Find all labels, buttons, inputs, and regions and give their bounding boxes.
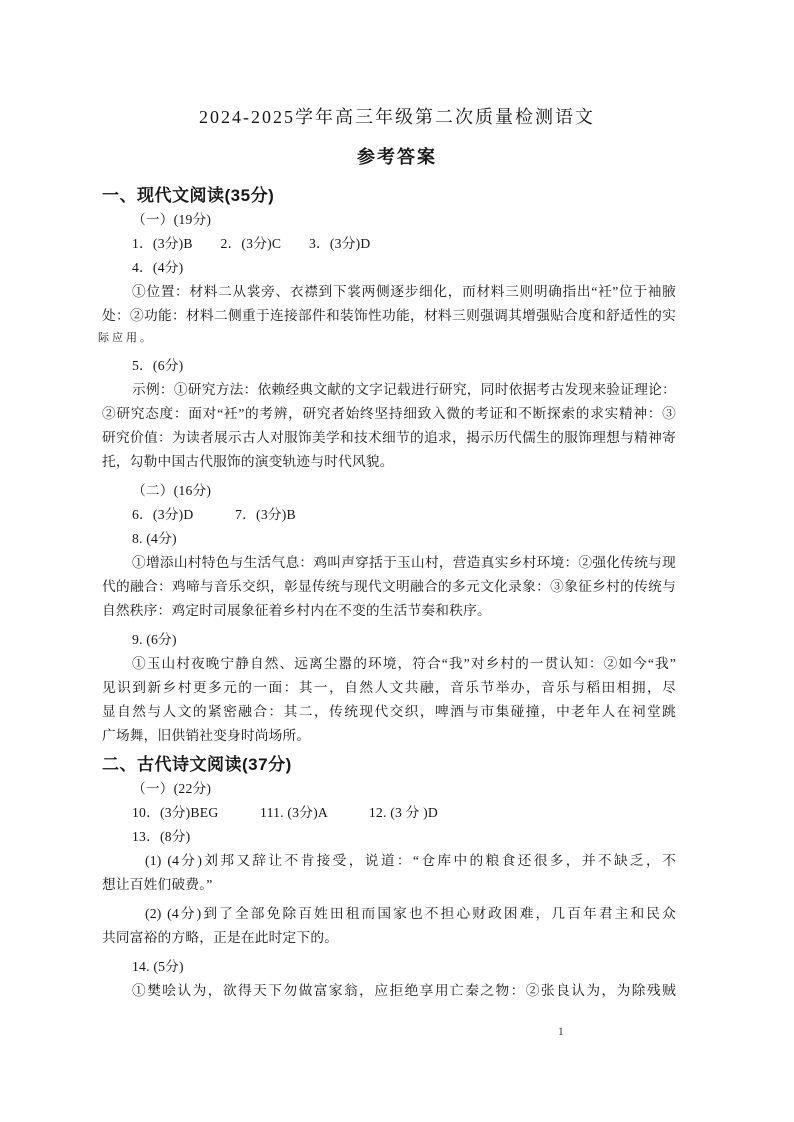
answer-line: 研究价值：为读者展示古人对服饰美学和技术细节的追求，揭示历代儒生的服饰理想与精神寄 [102,430,676,445]
answer-line: 1．(3分)B 2．(3分)C 3．(3分)D [132,236,371,251]
answer-line: 示例：①研究方法：依赖经典文献的文字记载进行研究，同时依据考古发现来验证理论： [132,382,676,397]
answer-line: 显自然与人文的紧密融合：其二，传统现代交织，啤酒与市集碰撞，中老年人在祠堂跳 [102,704,676,719]
answer-line: 广场舞，旧供销社变身时尚场所。 [102,728,311,743]
answer-line: （一）(19分) [132,212,212,227]
answer-line: ①樊哙认为，欲得天下勿做富家翁，应拒绝享用亡秦之物：②张良认为，为除残贼 [132,983,676,998]
answer-line: 8. (4分) [132,531,177,546]
answer-line: ①玉山村夜晚宁静自然、远离尘嚣的环境，符合“我”对乡村的一贯认知：②如今“我” [132,656,676,671]
answer-line: （二）(16分) [132,483,212,498]
answer-line: 想让百姓们破费。” [102,877,213,892]
answer-line: 4．(4分) [132,260,184,275]
answer-line: （一）(22分) [132,781,212,796]
answer-line: 13．(8分) [132,829,191,844]
answers-body [0,184,676,1003]
answer-line: 6．(3分)D 7．(3分)B [132,507,296,522]
section-2-heading: 二、古代诗文阅读(37分) [102,755,292,774]
answer-line: 代的融合：鸡啼与音乐交织，彰显传统与现代文明融合的多元文化录象：③象征乡村的传统与 [102,579,676,594]
answer-line: 共同富裕的方略，正是在此时定下的。 [102,930,339,945]
doc-subtitle: 参考答案 [357,147,437,167]
answer-line: ②研究态度：面对“衽”的考辨，研究者始终坚持细致入微的考证和不断探索的求实精神：③ [102,406,676,421]
answer-line: 托，勾勒中国古代服饰的演变轨迹与时代风貌。 [102,454,394,469]
answer-line: 见识到新乡村更多元的一面：其一，自然人文共融，音乐节举办，音乐与稻田相拥，尽 [102,680,676,695]
answer-line: (2) (4分)到了全部免除百姓田租而国家也不担心财政困难，几百年君主和民众 [145,906,676,921]
answer-line: 处：②功能：材料二侧重于连接部件和装饰性功能，材料三则强调其增强贴合度和舒适性的实 [102,308,676,323]
answer-line: 14. (5分) [132,959,184,974]
answer-line: 10．(3分)BEG 111. (3分)A 12. (3 分 )D [132,805,438,820]
answer-line: (1) (4分)刘邦又辞让不肯接受，说道：“仓库中的粮食还很多，并不缺乏，不 [145,853,676,868]
section-1-heading: 一、现代文阅读(35分) [102,186,275,205]
answer-line: ①增添山村特色与生活气息：鸡叫声穿括于玉山村，营造真实乡村环境：②强化传统与现 [132,555,676,570]
answer-line: 际应用。 [98,332,154,344]
answer-line: 自然秩序：鸡定时司展象征着乡村内在不变的生活节奏和秩序。 [102,603,491,618]
doc-title: 2024-2025学年高三年级第二次质量检测语文 [199,107,595,127]
answer-line: 9. (6分) [132,632,177,647]
page-number: 1 [558,1026,564,1038]
answer-line: ①位置：材料二从裳旁、衣襟到下裳两侧逐步细化，而材料三则明确指出“衽”位于袖腋 [132,284,676,299]
answer-line: 5．(6分) [132,358,184,373]
